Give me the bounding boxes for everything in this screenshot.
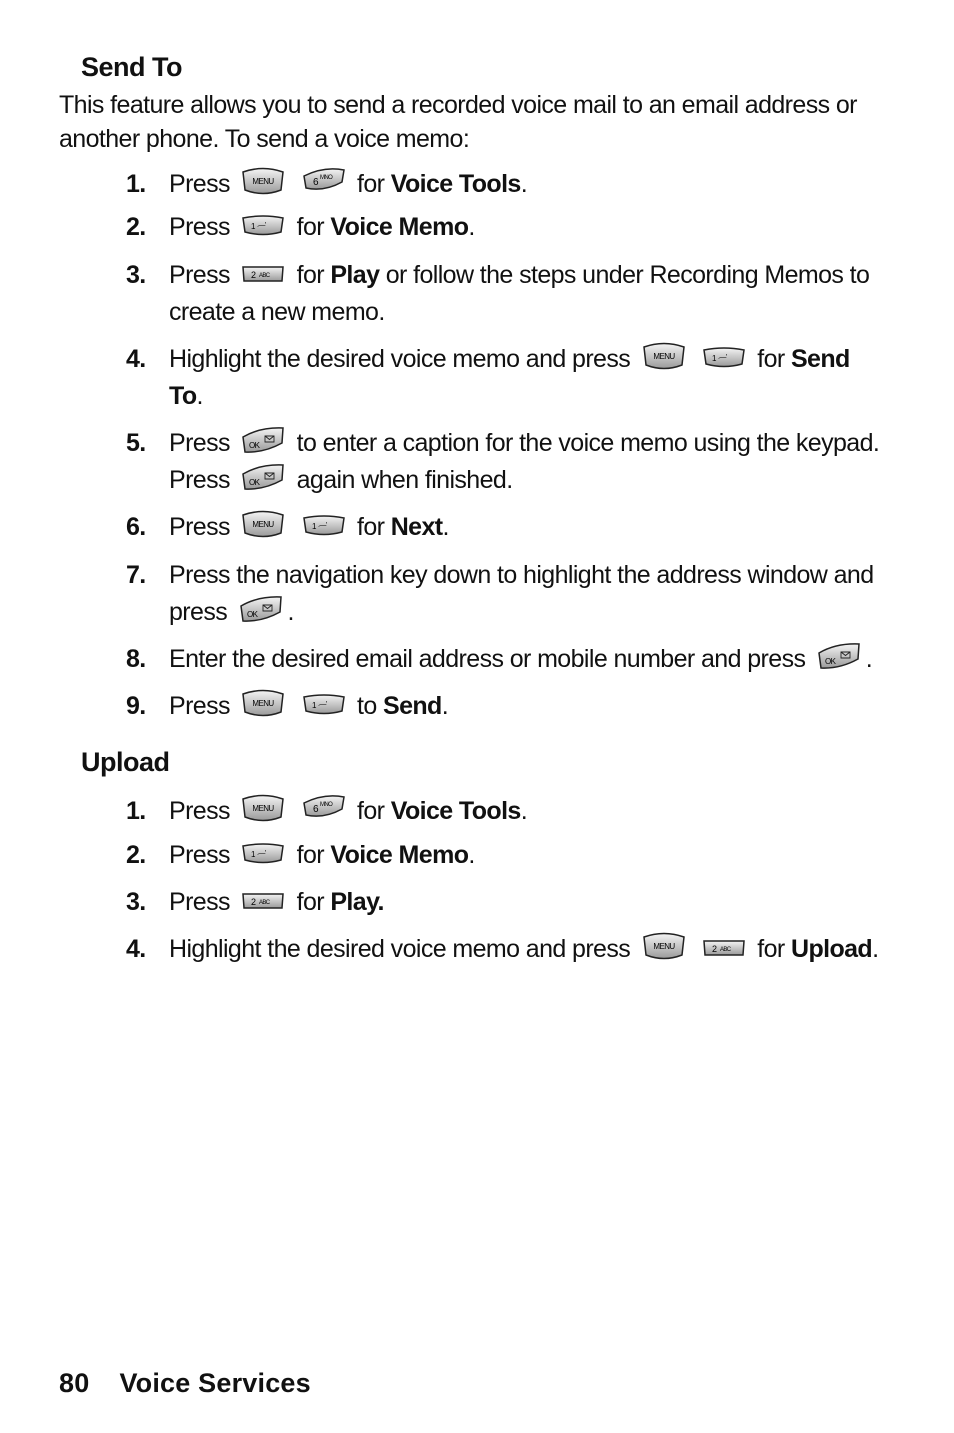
- step-text: .: [872, 935, 879, 963]
- step-bold-text: Voice Tools: [390, 170, 521, 198]
- step-text: for: [296, 213, 324, 241]
- step-text: Press: [169, 429, 230, 457]
- step-text: Press: [169, 261, 230, 289]
- step-bold-text: Next: [390, 513, 443, 541]
- step-text: for: [356, 513, 385, 541]
- step-text: for: [356, 797, 385, 825]
- svg-text:1: 1: [251, 850, 256, 860]
- svg-text:1: 1: [311, 522, 316, 532]
- step-bold-text: Voice Memo: [330, 841, 469, 869]
- step-text: .: [468, 841, 475, 869]
- step-bold-text: Play: [330, 261, 380, 289]
- step-bold-text: Send: [383, 692, 442, 720]
- step-number: 1.: [126, 797, 146, 825]
- step-number: 2.: [126, 841, 146, 869]
- ok-key-icon: [240, 462, 286, 492]
- svg-text:ABC: ABC: [719, 947, 731, 954]
- svg-text:OK: OK: [249, 478, 260, 488]
- step-text: Enter the desired email address or mobile number and press: [169, 645, 806, 673]
- page-number: 80: [59, 1368, 90, 1398]
- step-text: Press: [169, 213, 230, 241]
- one-key-icon: [301, 693, 347, 717]
- section-send-to-title: Send To: [81, 52, 182, 82]
- step-text: Press: [169, 692, 230, 720]
- step-number: 4.: [126, 345, 146, 373]
- svg-text:MENU: MENU: [252, 520, 274, 530]
- step-number: 3.: [126, 888, 146, 916]
- svg-text:ABC: ABC: [259, 900, 270, 907]
- svg-text:6: 6: [312, 804, 318, 816]
- menu-key-icon: [641, 341, 687, 371]
- step-number: 3.: [126, 261, 146, 289]
- step-bold-text: Play.: [330, 888, 384, 916]
- svg-text:MENU: MENU: [252, 699, 274, 709]
- section-upload-title: Upload: [81, 747, 170, 777]
- step-text: .: [287, 598, 294, 626]
- menu-key-icon: [240, 509, 286, 539]
- step-text: .: [520, 170, 528, 198]
- svg-text:2: 2: [251, 270, 256, 281]
- ok-key-icon: [238, 594, 284, 624]
- step-text: for: [356, 170, 385, 198]
- one-key-icon: [301, 514, 347, 538]
- two-abc-key-icon: [240, 889, 286, 913]
- step-text: Highlight the desired voice memo and press: [169, 935, 631, 963]
- six-mno-key-icon: [301, 793, 347, 823]
- step-text: for: [296, 841, 324, 869]
- step-number: 1.: [126, 170, 146, 198]
- step-text: to enter a caption for the voice memo using the keypad. Press: [169, 429, 880, 494]
- step-text: Press the navigation key down to highlight the address window and press: [169, 561, 874, 626]
- step-text: .: [442, 513, 449, 541]
- page-footer: [59, 1368, 311, 1399]
- step-number: 4.: [126, 935, 146, 963]
- svg-text:2: 2: [711, 944, 717, 955]
- step-text: .: [520, 797, 528, 825]
- step-bold-text: Send To: [169, 345, 850, 410]
- step-text: .: [468, 213, 475, 241]
- svg-text:MENU: MENU: [652, 942, 675, 952]
- menu-key-icon: [240, 166, 286, 196]
- step-text: for: [757, 345, 785, 373]
- step-number: 6.: [126, 513, 146, 541]
- ok-key-icon: [240, 425, 286, 455]
- step-text: .: [441, 692, 449, 720]
- step-text: Press: [169, 513, 230, 541]
- svg-text:OK: OK: [249, 441, 260, 451]
- svg-text:.—': .—': [317, 701, 327, 709]
- step-number: 2.: [126, 213, 146, 241]
- two-abc-key-icon: [240, 262, 286, 286]
- step-text: for: [296, 888, 324, 916]
- svg-text:6: 6: [312, 177, 318, 189]
- step-text: for: [296, 261, 324, 289]
- svg-text:MENU: MENU: [252, 177, 274, 187]
- six-mno-key-icon: [301, 166, 347, 196]
- svg-text:.—': .—': [257, 850, 266, 858]
- step-text: again when finished.: [296, 466, 513, 494]
- svg-text:MNO: MNO: [319, 802, 332, 809]
- step-bold-text: Upload: [790, 935, 873, 963]
- step-text: Press: [169, 170, 230, 198]
- svg-text:OK: OK: [824, 657, 836, 667]
- step-number: 9.: [126, 692, 146, 720]
- svg-text:MNO: MNO: [319, 175, 332, 182]
- step-text: Highlight the desired voice memo and press: [169, 345, 631, 373]
- menu-key-icon: [641, 931, 687, 961]
- step-text: .: [196, 382, 203, 410]
- svg-text:1: 1: [711, 354, 716, 364]
- svg-text:MENU: MENU: [652, 352, 675, 362]
- step-bold-text: Voice Memo: [330, 213, 469, 241]
- step-number: 7.: [126, 561, 146, 589]
- svg-text:1: 1: [311, 701, 316, 711]
- menu-key-icon: [240, 688, 286, 718]
- step-text: to: [356, 692, 377, 720]
- svg-text:2: 2: [251, 897, 256, 908]
- svg-text:.—': .—': [257, 222, 266, 230]
- svg-text:1: 1: [251, 222, 256, 232]
- svg-text:ABC: ABC: [259, 273, 270, 280]
- step-text: Press: [169, 888, 230, 916]
- step-text: Press: [169, 841, 230, 869]
- svg-text:.—': .—': [717, 354, 727, 362]
- step-text: Press: [169, 797, 230, 825]
- step-text: .: [865, 645, 873, 673]
- two-abc-key-icon: [701, 936, 747, 960]
- one-key-icon: [240, 842, 286, 866]
- step-number: 8.: [126, 645, 146, 673]
- step-bold-text: Voice Tools: [390, 797, 521, 825]
- send-to-intro: This feature allows you to send a recorded voice mail to an email address or another phone. To send a voice memo:: [59, 91, 857, 153]
- svg-text:.—': .—': [317, 522, 327, 530]
- step-text: for: [757, 935, 785, 963]
- svg-text:MENU: MENU: [252, 804, 274, 814]
- section-name: Voice Services: [119, 1368, 311, 1398]
- step-text: or follow the steps under Recording Memos to create a new memo.: [169, 261, 870, 326]
- one-key-icon: [701, 346, 747, 370]
- menu-key-icon: [240, 793, 286, 823]
- svg-text:OK: OK: [246, 610, 257, 620]
- step-number: 5.: [126, 429, 146, 457]
- one-key-icon: [240, 214, 286, 238]
- ok-key-icon: [816, 641, 862, 671]
